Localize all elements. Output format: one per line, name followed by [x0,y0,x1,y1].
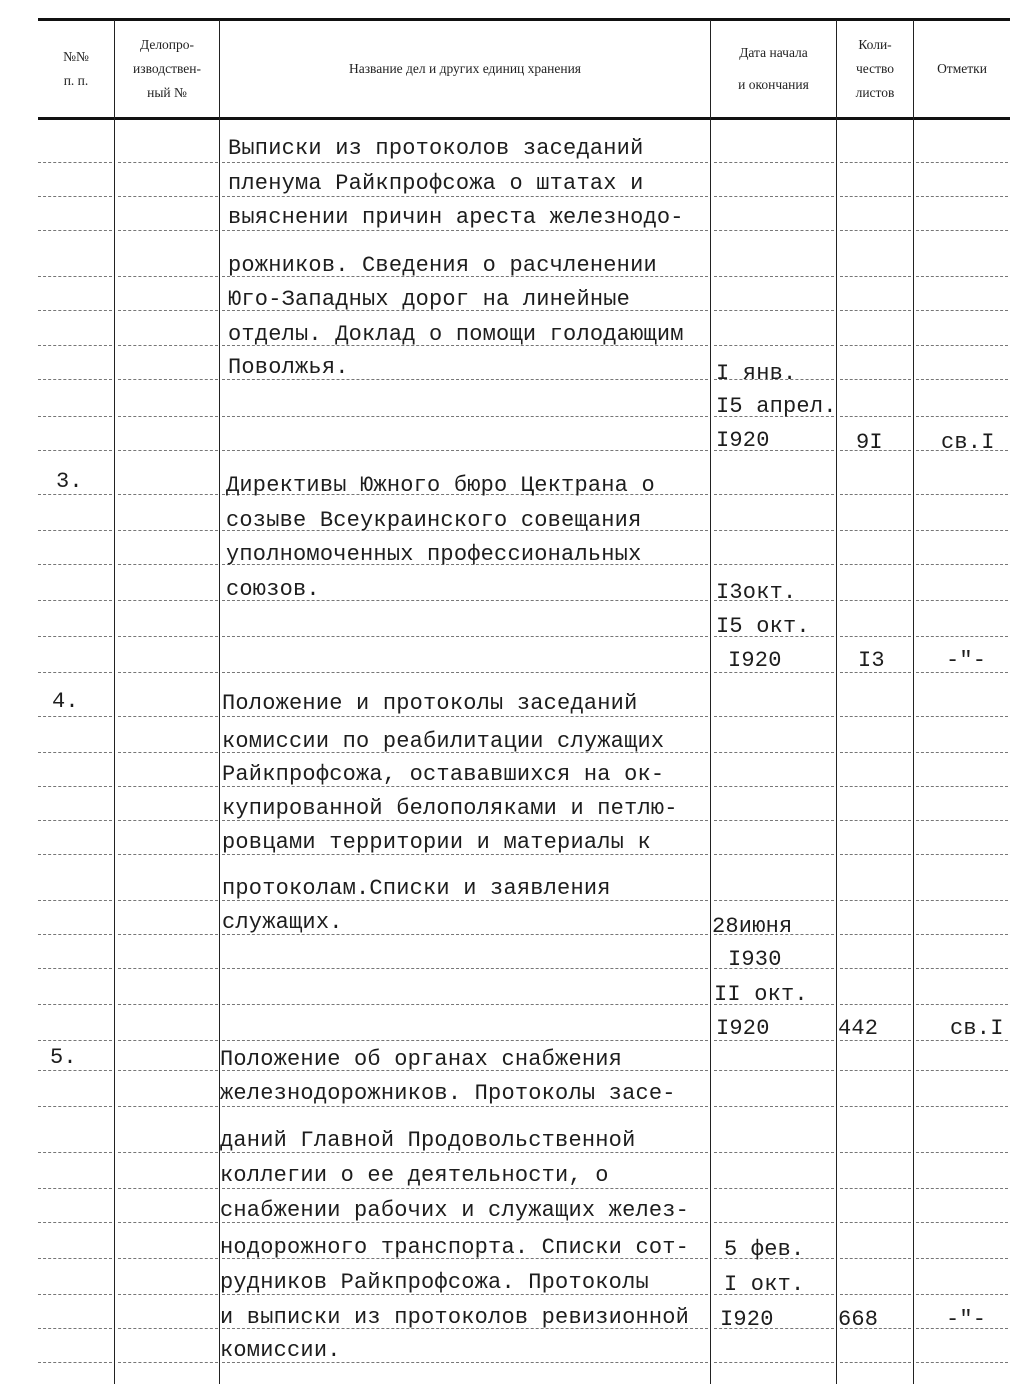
entry-title-line: Положение и протоколы заседаний [222,691,638,716]
header-notes-text: Отметки [937,61,987,76]
ruled-line [916,1188,1008,1189]
ruled-line [38,716,112,717]
ruled-line [118,530,218,531]
header-top-rule [38,18,1010,21]
header-office-number-line2: изводствен- [133,61,201,76]
ruled-line [38,162,112,163]
column-divider-4 [836,20,837,1384]
ruled-line [118,196,218,197]
ruled-line [38,672,112,673]
entry-title-line: выяснении причин ареста железнодо- [228,205,684,230]
ruled-line [916,564,1008,565]
entry-sheets: 442 [838,1016,879,1041]
ruled-line [118,276,218,277]
entry-date-start: I3окт. [716,580,797,605]
ruled-line [38,276,112,277]
header-sheets-line1: Коли- [858,37,892,52]
ruled-line [222,968,708,969]
entry-title-line: Райкпрофсожа, остававшихся на ок- [222,762,665,787]
ruled-line [714,310,834,311]
ruled-line [840,1188,911,1189]
entry-title-line: железнодорожников. Протоколы засе- [220,1081,676,1106]
entry-title-line: рожников. Сведения о расчленении [228,253,657,278]
ruled-line [222,416,708,417]
ruled-line [38,1188,112,1189]
header-number [38,22,114,116]
ruled-line [118,230,218,231]
ruled-line [916,1106,1008,1107]
entry-notes: -"- [946,648,987,673]
ruled-line [714,786,834,787]
ruled-line [916,820,1008,821]
ruled-line [916,1070,1008,1071]
entry-title-line: комиссии по реабилитации служащих [222,729,665,754]
ruled-line [916,934,1008,935]
ruled-line [714,1362,834,1363]
ruled-line [840,564,911,565]
entry-title-line: Положение об органах снабжения [220,1047,623,1072]
ruled-line [714,900,834,901]
ruled-line [840,934,911,935]
entry-date-start-year: I930 [728,947,782,972]
ruled-line [38,1258,112,1259]
ruled-line [118,968,218,969]
ruled-line [916,600,1008,601]
ruled-line [118,1362,218,1363]
entry-number: 5. [50,1045,77,1070]
ruled-line [38,564,112,565]
ruled-line [916,1362,1008,1363]
ruled-line [840,230,911,231]
ruled-line [222,636,708,637]
ruled-line [840,1106,911,1107]
ruled-line [916,416,1008,417]
ruled-line [916,1222,1008,1223]
ruled-line [714,196,834,197]
ruled-line [222,1004,708,1005]
ruled-line [916,968,1008,969]
entry-date-start: 28июня [712,914,793,939]
ruled-line [222,162,708,163]
entry-number: 3. [56,469,83,494]
entry-title-line: даний Главной Продовольственной [220,1128,636,1153]
entry-date-end: I5 апрел. [716,394,837,419]
ruled-line [916,752,1008,753]
ruled-line [38,1294,112,1295]
ruled-line [916,494,1008,495]
ruled-line [714,564,834,565]
ruled-line [38,900,112,901]
ruled-line [118,1004,218,1005]
ruled-line [714,820,834,821]
ruled-line [916,379,1008,380]
entry-title-line: Директивы Южного бюро Цектрана о [226,473,655,498]
entry-title-line: отделы. Доклад о помощи голодающим [228,322,684,347]
ruled-line [840,530,911,531]
ruled-line [118,752,218,753]
column-divider-1 [114,20,115,1384]
ruled-line [118,494,218,495]
entry-title-line: комиссии. [220,1338,341,1363]
ruled-line [38,1222,112,1223]
ruled-line [38,1362,112,1363]
entry-title-line: пленума Райкпрофсожа о штатах и [228,171,644,196]
header-office-number [115,22,219,116]
ruled-line [714,276,834,277]
ruled-line [916,230,1008,231]
ruled-line [840,1152,911,1153]
ruled-line [118,900,218,901]
ruled-line [38,1106,112,1107]
ruled-line [38,968,112,969]
entry-title-line: созыве Всеукраинского совещания [226,508,642,533]
ruled-line [38,820,112,821]
ruled-line [840,162,911,163]
header-title [220,22,710,116]
ruled-line [714,494,834,495]
ruled-line [840,276,911,277]
entry-date-year: I920 [720,1307,774,1332]
entry-date-start: 5 фев. [724,1237,805,1262]
ruled-line [916,310,1008,311]
ruled-line [916,1004,1008,1005]
ruled-line [118,162,218,163]
ruled-line [840,379,911,380]
ruled-line [38,752,112,753]
column-divider-5 [913,20,914,1384]
entry-date-end: I5 окт. [716,614,810,639]
ruled-line [916,716,1008,717]
entry-date-end: II окт. [714,982,808,1007]
header-dates-line1: Дата начала [739,45,808,60]
ruled-line [916,162,1008,163]
ruled-line [840,196,911,197]
ruled-line [840,1070,911,1071]
ruled-line [118,1040,218,1041]
ruled-line [840,636,911,637]
ruled-line [38,530,112,531]
ruled-line [714,530,834,531]
ruled-line [38,1040,112,1041]
ruled-line [840,345,911,346]
entry-title-line: союзов. [226,577,320,602]
entry-title-line: нодорожного транспорта. Списки сот- [220,1235,690,1260]
ruled-line [38,379,112,380]
ruled-line [916,854,1008,855]
header-notes [914,22,1010,116]
ruled-line [118,1328,218,1329]
column-divider-3 [710,20,711,1384]
ruled-line [714,345,834,346]
ruled-line [38,636,112,637]
entry-sheets: I3 [858,648,885,673]
ruled-line [840,1004,911,1005]
ruled-line [916,1258,1008,1259]
ruled-line [38,450,112,451]
ruled-line [714,1188,834,1189]
ruled-line [714,162,834,163]
ruled-line [118,636,218,637]
ruled-line [714,1106,834,1107]
header-number-line2: п. п. [63,73,89,88]
ruled-line [118,416,218,417]
ruled-line [916,196,1008,197]
header-sheets [837,22,913,116]
ruled-line [916,900,1008,901]
header-sheets-line3: листов [855,85,895,100]
entry-title-line: снабжении рабочих и служащих желез- [220,1198,690,1223]
ruled-line [38,416,112,417]
ruled-line [38,854,112,855]
ruled-line [840,752,911,753]
ruled-line [916,1294,1008,1295]
ruled-line [118,716,218,717]
header-bottom-rule [38,117,1010,120]
ruled-line [118,450,218,451]
ruled-line [840,416,911,417]
ruled-line [222,450,708,451]
ruled-line [222,1040,708,1041]
ruled-line [38,1004,112,1005]
ruled-line [38,1328,112,1329]
entry-notes: св.I [950,1016,1004,1041]
ruled-line [714,1152,834,1153]
entry-title-line: служащих. [222,910,343,935]
ruled-line [916,345,1008,346]
ruled-line [118,1070,218,1071]
ruled-line [840,494,911,495]
ruled-line [840,820,911,821]
entry-title-line: уполномоченных профессиональных [226,542,642,567]
ruled-line [916,530,1008,531]
ruled-line [38,310,112,311]
ruled-line [840,1362,911,1363]
ruled-line [118,564,218,565]
ruled-line [840,854,911,855]
entry-date-year: I920 [716,1016,770,1041]
ruled-line [840,1222,911,1223]
ruled-line [840,600,911,601]
ruled-line [118,310,218,311]
ruled-line [222,672,708,673]
ruled-line [916,276,1008,277]
ruled-line [840,716,911,717]
entry-title-line: Юго-Западных дорог на линейные [228,287,631,312]
ruled-line [118,379,218,380]
entry-title-line: протоколам.Списки и заявления [222,876,611,901]
ruled-line [118,1258,218,1259]
entry-title-line: рудников Райкпрофсожа. Протоколы [220,1270,649,1295]
entry-notes: св.I [941,430,995,455]
ruled-line [840,968,911,969]
ruled-line [118,786,218,787]
entry-notes: -"- [946,1307,987,1332]
header-title-text: Название дел и других единиц хранения [348,61,582,76]
entry-sheets: 668 [838,1307,879,1332]
entry-sheets: 9I [856,430,883,455]
entry-title-line: купированной белополяками и петлю- [222,796,678,821]
header-sheets-line2: чество [855,61,895,76]
header-number-line1: №№ [63,49,89,64]
ruled-line [118,672,218,673]
ruled-line [38,934,112,935]
ruled-line [714,716,834,717]
ruled-line [118,1294,218,1295]
entry-date-year: I920 [716,428,770,453]
ruled-line [118,1106,218,1107]
ruled-line [840,310,911,311]
entry-title-line: Поволжья. [228,355,349,380]
header-office-number-line3: ный № [147,85,187,100]
entry-title-line: ровцами территории и материалы к [222,830,651,855]
ruled-line [38,230,112,231]
ruled-line [714,230,834,231]
ruled-line [714,1222,834,1223]
ruled-line [714,1070,834,1071]
ruled-line [916,786,1008,787]
ruled-line [916,1152,1008,1153]
entry-date-end: I окт. [724,1272,805,1297]
ruled-line [38,196,112,197]
ruled-line [118,1222,218,1223]
header-dates [711,22,836,116]
entry-date-year: I920 [728,648,782,673]
ruled-line [840,786,911,787]
ruled-line [38,786,112,787]
ruled-line [714,854,834,855]
ruled-line [38,600,112,601]
ruled-line [118,345,218,346]
entry-number: 4. [52,689,79,714]
ruled-line [118,820,218,821]
ruled-line [118,1188,218,1189]
ruled-line [118,1152,218,1153]
entry-title-line: коллегии о ее деятельности, о [220,1163,609,1188]
entry-date-start: I янв. [716,361,797,386]
header-office-number-line1: Делопро- [139,37,195,52]
ruled-line [38,345,112,346]
ruled-line [840,1294,911,1295]
entry-title-line: Выписки из протоколов заседаний [228,136,644,161]
ruled-line [118,600,218,601]
ruled-line [840,1258,911,1259]
ruled-line [916,636,1008,637]
ruled-line [118,854,218,855]
ruled-line [38,1152,112,1153]
entry-title-line: и выписки из протоколов ревизионной [220,1305,690,1330]
ruled-line [118,934,218,935]
header-dates-line2: и окончания [738,77,809,92]
ruled-line [714,752,834,753]
ruled-line [840,900,911,901]
